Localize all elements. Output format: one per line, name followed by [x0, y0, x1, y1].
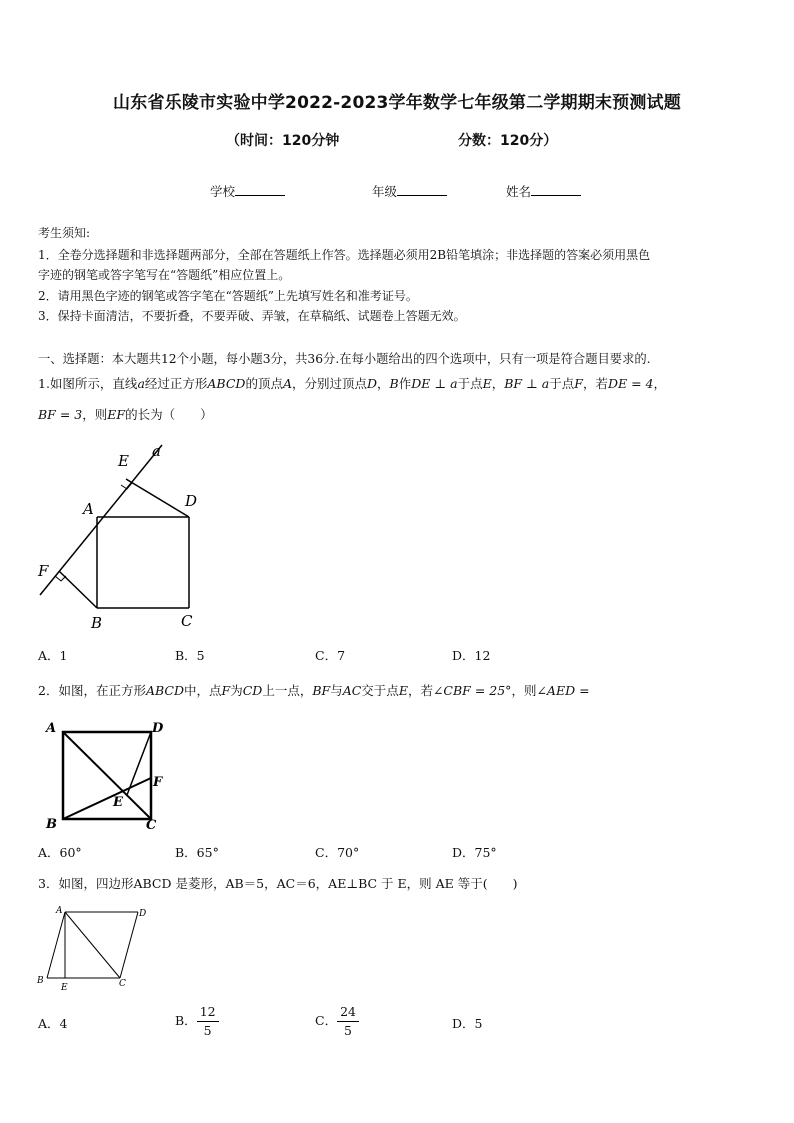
q3-label-a: A [56, 906, 63, 916]
segment-bf [59, 571, 97, 608]
q1-text: ， [377, 376, 390, 391]
q3-option-c-prefix: C． [315, 1013, 338, 1028]
school-field [210, 182, 285, 200]
q1-text: ，分别过顶点 [291, 376, 367, 391]
segment-bf [63, 778, 151, 819]
q3-option-c[interactable] [315, 1003, 359, 1040]
q1-var: ABCD [207, 376, 246, 391]
question-1-line-1 [38, 374, 666, 392]
q1-var: EF [107, 407, 126, 422]
notice-item-1-line-2: 字迹的钢笔或答字笔写在“答题纸”相应位置上。 [38, 268, 291, 282]
fraction-numerator: 12 [197, 1003, 219, 1022]
q2-var: ∠AED = [536, 683, 590, 698]
label-b: B [91, 614, 103, 632]
q1-var: BF ⊥ a [504, 376, 550, 391]
q1-var: DE = 4 [607, 376, 654, 391]
q1-option-c[interactable]: C．7 [315, 648, 346, 663]
q1-figure [30, 438, 210, 638]
q2-var: CD [242, 683, 263, 698]
q2-var: BF [312, 683, 331, 698]
notice-item-3: 3．保持卡面清洁，不要折叠，不要弄破、弄皱，在草稿纸、试题卷上答题无效。 [38, 309, 466, 323]
section-heading: 一、选择题：本大题共12个小题，每小题3分，共36分.在每小题给出的四个选项中，只有一项是符合题目要求的. [38, 352, 651, 366]
q1-text: 的顶点 [245, 376, 283, 391]
segment-de [127, 732, 151, 795]
q2-text: ，则 [511, 683, 537, 698]
diagonal-ac [65, 912, 120, 978]
question-3: 3．如图，四边形ABCD 是菱形，AB＝5，AC＝6，AE⊥BC 于 E，则 AE 等于( ) [38, 876, 518, 891]
name-blank [531, 183, 581, 196]
q3-label-d: D [139, 909, 147, 919]
q1-var: DE ⊥ a [411, 376, 458, 391]
q2-text: 2．如图，在正方形 [38, 683, 146, 698]
label-a: A [83, 500, 94, 518]
q1-var: E [482, 376, 492, 391]
q1-var: F [574, 376, 583, 391]
q3-option-b-prefix: B． [175, 1013, 197, 1028]
q3-option-b[interactable] [175, 1003, 219, 1040]
q2-text: 上一点， [262, 683, 313, 698]
q1-var: A [282, 376, 292, 391]
q1-text: ，则 [82, 407, 108, 422]
notice-item-2: 2．请用黑色字迹的钢笔或答字笔在“答题纸”上先填写姓名和准考证号。 [38, 289, 418, 303]
q2-var: AC [342, 683, 362, 698]
fraction-denominator: 5 [203, 1023, 212, 1038]
label-f: F [38, 562, 49, 580]
q2-figure [40, 716, 180, 836]
q1-text: 作 [398, 376, 412, 391]
q1-option-d[interactable]: D．12 [452, 648, 491, 663]
q1-text: 1.如图所示，直线 [38, 376, 138, 391]
q2-text: 中，点 [184, 683, 222, 698]
label-e: E [118, 452, 129, 470]
q1-var: BF = 3 [38, 407, 83, 422]
q2-var: ∠CBF = 25° [432, 683, 512, 698]
q1-text: 的长为（ ） [125, 407, 213, 422]
fraction-denominator: 5 [344, 1023, 352, 1038]
q2-var: ABCD [145, 683, 184, 698]
q1-text: 于点 [549, 376, 575, 391]
exam-time: （时间：120分钟 [226, 133, 340, 149]
school-blank [235, 183, 285, 196]
q1-var: B [389, 376, 399, 391]
label-d: D [185, 492, 198, 510]
grade-field [372, 182, 447, 200]
q3-option-a[interactable]: A．4 [38, 1016, 68, 1031]
diagonal-ac [63, 732, 151, 819]
page-title: 山东省乐陵市实验中学2022-2023学年数学七年级第二学期期末预测试题 [113, 93, 681, 113]
q2-text: ，若 [407, 683, 433, 698]
q1-text: ， [491, 376, 505, 391]
q3-label-e: E [61, 983, 68, 992]
q3-option-b-fraction [197, 1003, 219, 1040]
q2-option-d[interactable]: D．75° [452, 845, 497, 860]
q2-text: 为 [230, 683, 243, 698]
q2-label-a: A [46, 721, 57, 736]
line-a [40, 445, 162, 595]
q1-text: ， [653, 376, 666, 391]
q2-label-e: E [113, 795, 123, 810]
q3-figure [34, 902, 164, 992]
q1-text: 于点 [457, 376, 483, 391]
question-2 [38, 681, 590, 699]
exam-score: 分数：120分） [458, 133, 558, 149]
q3-option-d[interactable]: D．5 [452, 1016, 483, 1031]
question-1-line-2 [38, 405, 213, 423]
q2-text: 与 [330, 683, 343, 698]
grade-label: 年级 [372, 184, 398, 199]
q2-text: 交于点 [361, 683, 399, 698]
q1-text: 经过正方形 [144, 376, 208, 391]
q1-var: a [137, 376, 145, 391]
q2-option-a[interactable]: A．60° [38, 845, 82, 860]
notice-item-1-line-1: 1．全卷分选择题和非选择题两部分，全部在答题纸上作答。选择题必须用2B铅笔填涂；非选择题的答案必须用黑色 [38, 248, 651, 262]
name-label: 姓名 [506, 184, 532, 199]
label-a-line: a [152, 442, 161, 460]
q2-var: E [398, 683, 408, 698]
notice-heading: 考生须知: [38, 226, 91, 240]
q2-label-c: C [146, 818, 157, 833]
q1-option-a[interactable]: A．1 [38, 648, 68, 663]
q2-option-c[interactable]: C．70° [315, 845, 360, 860]
q3-label-c: C [119, 979, 126, 989]
q2-label-b: B [46, 817, 57, 832]
rhombus-side-dc [120, 912, 138, 978]
q1-var: D [367, 376, 378, 391]
grade-blank [397, 183, 447, 196]
school-label: 学校 [210, 184, 236, 199]
q2-label-f: F [153, 775, 163, 790]
q1-option-b[interactable]: B．5 [175, 648, 205, 663]
q2-var: F [221, 683, 231, 698]
q2-option-b[interactable]: B．65° [175, 845, 219, 860]
label-c: C [181, 612, 193, 630]
q1-text: ，若 [582, 376, 608, 391]
segment-de [126, 479, 189, 517]
q3-option-c-fraction [337, 1003, 359, 1040]
q2-label-d: D [152, 721, 164, 736]
fraction-numerator: 24 [337, 1003, 359, 1022]
rhombus-side-ba [47, 912, 65, 978]
name-field [506, 182, 581, 200]
q3-label-b: B [37, 976, 44, 986]
